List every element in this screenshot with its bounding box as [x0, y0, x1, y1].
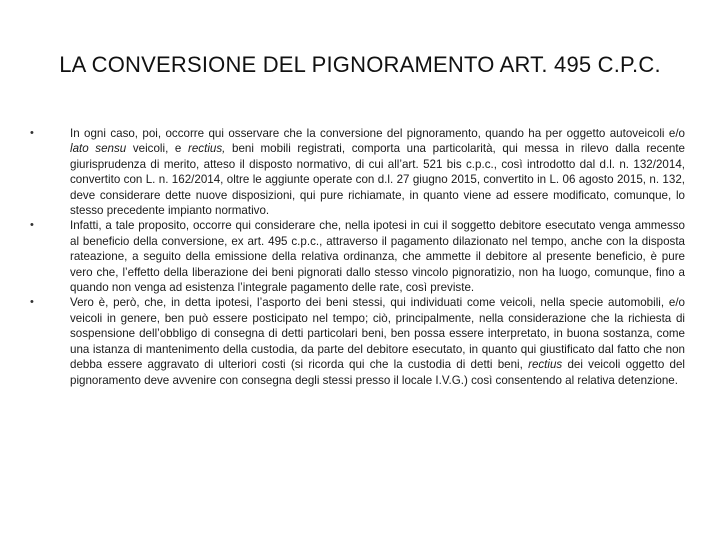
text-segment: Vero è, però, che, in detta ipotesi, l’asporto dei beni stessi, qui individuati come veicoli, nella specie automobili, e/o veicoli in genere, ben può essere posticipato nel tempo; ciò, principalmente, nella considerazione che la richiesta di sospensione dell’obbligo di consegna di detti particolari beni, ben possa essere interpretato, in buona sostanza, come una istanza di mantenimento della custodia, da parte del debitore esecutato, in quanto qui giustificato dal fatto che non debba essere aggravato di ulteriori costi (si ricorda qui che la custodia di detti beni, [70, 296, 685, 372]
italic-phrase-rectius: rectius, [188, 142, 226, 156]
bullet-item-1 [30, 126, 685, 218]
bullet-text-1 [70, 127, 685, 217]
bullet-icon: • [30, 296, 34, 309]
bullet-list [30, 126, 685, 388]
bullet-item-3 [30, 295, 685, 387]
bullet-text-3 [70, 296, 685, 386]
slide-title: LA CONVERSIONE DEL PIGNORAMENTO ART. 495 C.P.C. [59, 52, 661, 77]
text-segment: dei veicoli oggetto del pignoramento deve avvenire con consegna degli stessi presso il locale I.V.G.) così consentendo al relativa detenzione. [70, 358, 686, 387]
italic-phrase-lato-sensu: lato sensu [70, 142, 127, 156]
bullet-icon: • [30, 127, 34, 139]
text-segment: veicoli, e [126, 142, 188, 156]
bullet-text-2: Infatti, a tale proposito, occorre qui considerare che, nella ipotesi in cui il soggetto debitore esecutato venga ammesso al beneficio della conversione, ex art. 495 c.p.c., attraverso il pagamento dilazionato nel tempo, anche con la disposta rateazione, a seguito della emissione della relativa ordinanza, che ammette il debitore al presente beneficio, è pure vero che, l’effetto della liberazione dei beni pignorati dallo stesso vincolo pignoratizio, non ha luogo, comunque, fino a quando non venga ad esistenza l’integrale pagamento delle rate, così previste. [70, 219, 685, 295]
text-segment: beni mobili registrati, comporta una particolarità, qui messa in rilevo dalla recente giurisprudenza di merito, atteso il disposto normativo, di cui all’art. 521 bis c.p.c., così introdotto dal d.l. n. 132/2014, convertito con L. n. 162/2014, oltre le aggiunte operate con d.l. 27 giugno 2015, convertito in L. 06 agosto 2015, n. 132, deve considerare dette nuove disposizioni, qui pure richiamate, in quanto viene ad essere modificato, comunque, lo stesso precedente impianto normativo. [70, 142, 685, 218]
bullet-item-2 [30, 218, 685, 295]
text-segment: In ogni caso, poi, occorre qui osservare che la conversione del pignoramento, quando ha per oggetto autoveicoli e/o [70, 127, 685, 140]
italic-phrase-rectius: rectius [528, 358, 563, 372]
bullet-icon: • [30, 219, 34, 232]
